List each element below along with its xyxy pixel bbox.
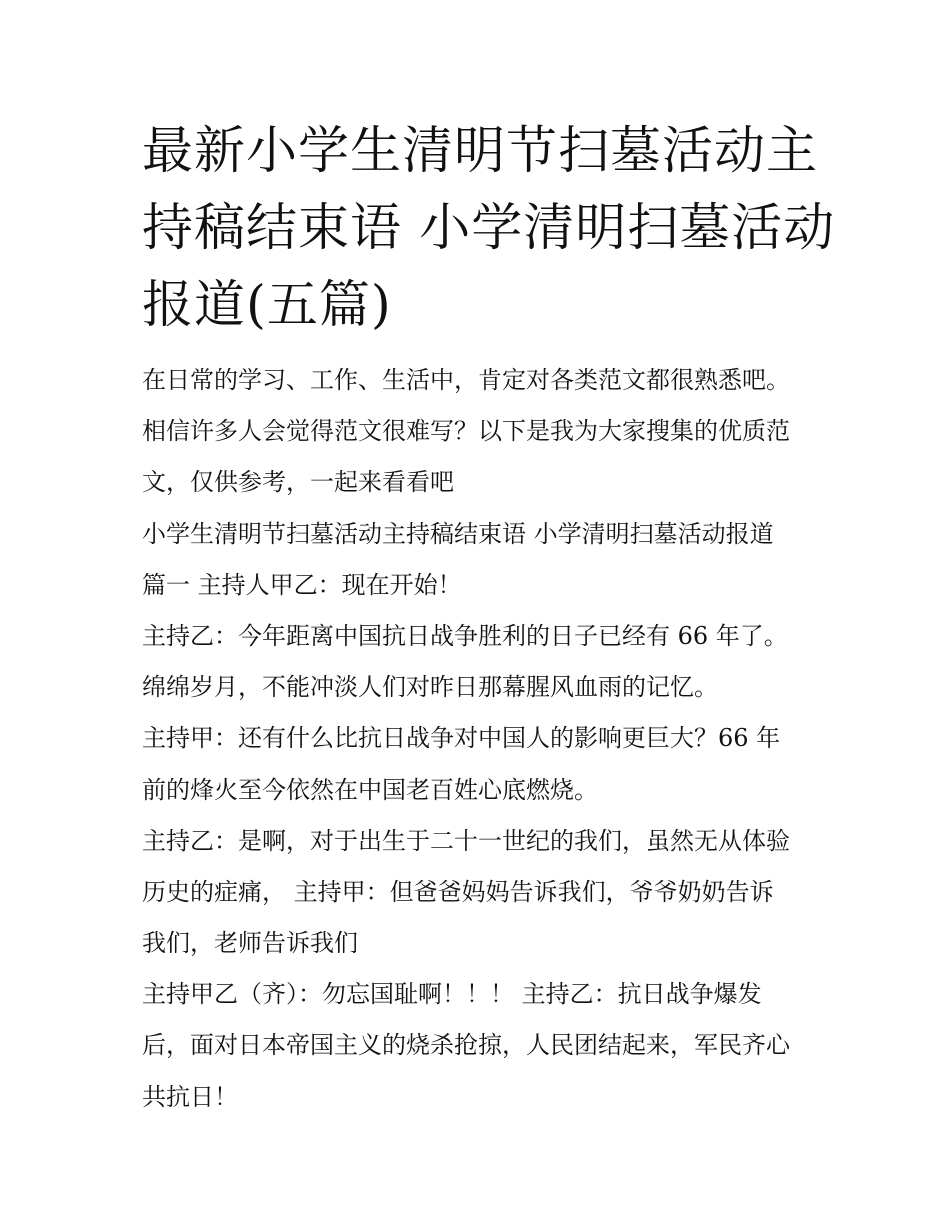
body-line: 主持甲乙（齐）：勿忘国耻啊！！！ 主持乙：抗日战争爆发	[142, 980, 762, 1009]
body-line: 主持乙：今年距离中国抗日战争胜利的日子已经有 66 年了。	[142, 621, 788, 650]
body-line: 前的烽火至今依然在中国老百姓心底燃烧。	[142, 775, 598, 804]
body-line: 主持乙：是啊，对于出生于二十一世纪的我们，虽然无从体验	[142, 826, 790, 855]
title-line: 报道(五篇)	[142, 276, 392, 335]
body-line: 文，仅供参考，一起来看看吧	[142, 468, 454, 497]
title-line: 持稿结束语 小学清明扫墓活动	[142, 199, 836, 258]
body-line: 小学生清明节扫墓活动主持稿结束语 小学清明扫墓活动报道	[142, 519, 774, 548]
body-line: 历史的症痛， 主持甲：但爸爸妈妈告诉我们，爷爷奶奶告诉	[142, 877, 774, 906]
body-line: 我们，老师告诉我们	[142, 929, 358, 958]
body-line: 相信许多人会觉得范文很难写？以下是我为大家搜集的优质范	[142, 417, 790, 446]
body-line: 主持甲：还有什么比抗日战争对中国人的影响更巨大？66 年	[142, 724, 781, 753]
document-title	[142, 113, 836, 344]
title-line: 最新小学生清明节扫墓活动主	[142, 122, 819, 181]
body-line: 在日常的学习、工作、生活中，肯定对各类范文都很熟悉吧。	[142, 366, 790, 394]
body-line: 后，面对日本帝国主义的烧杀抢掠，人民团结起来，军民齐心	[142, 1031, 790, 1060]
body-line: 绵绵岁月，不能冲淡人们对昨日那幕腥风血雨的记忆。	[142, 673, 718, 702]
body-line: 篇一 主持人甲乙：现在开始！	[142, 570, 462, 599]
document-body	[142, 355, 832, 1123]
body-line: 共抗日！	[142, 1082, 238, 1111]
